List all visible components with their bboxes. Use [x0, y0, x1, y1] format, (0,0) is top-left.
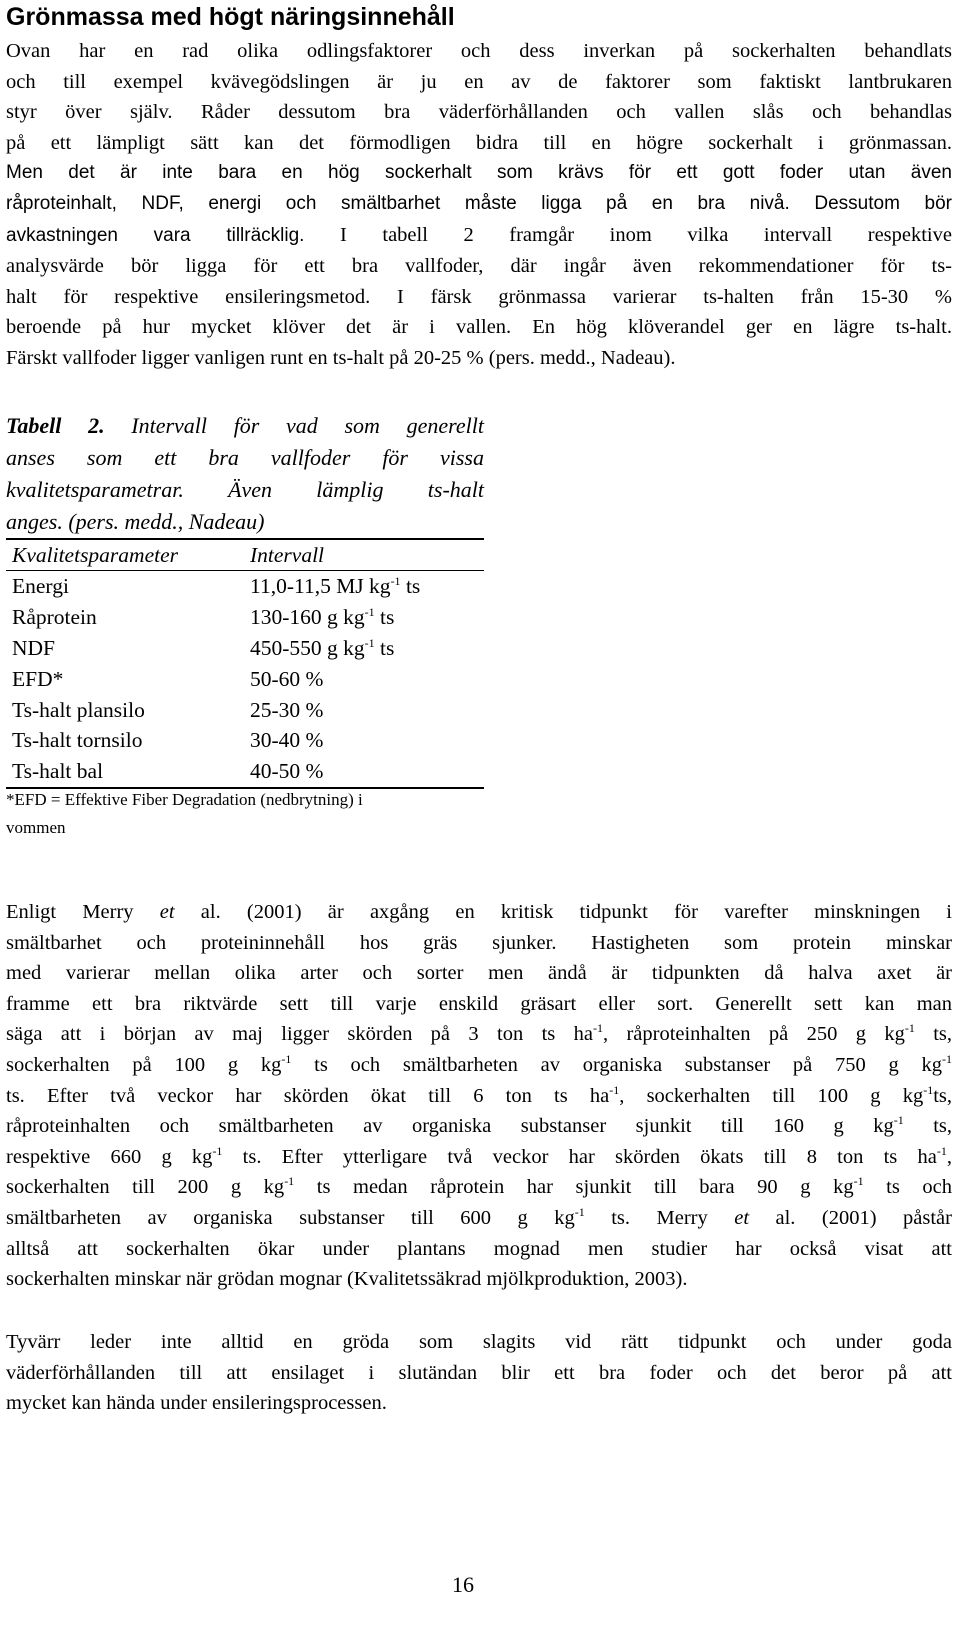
text-line: Men det är inte bara en hög sockerhalt som krävs för ett gott foder utan även [6, 162, 952, 184]
text-segment: ts. Efter två veckor har skörden ökat till 6 ton ts ha [6, 1084, 610, 1107]
table-cell-interval [250, 602, 394, 633]
italic-text: et [159, 901, 175, 923]
footnote-line: *EFD = Effektive Fiber Degradation (nedbrytning) i [6, 790, 363, 809]
unit-text: ts [374, 604, 395, 629]
italic-text: et [734, 1206, 750, 1229]
exponent: -1 [574, 1204, 585, 1219]
caption-line: kvalitetsparametrar. Även lämplig ts-halt [6, 477, 484, 502]
table-cell-interval: 50-60 % [250, 666, 324, 691]
text-segment: respektive 660 g kg [6, 1145, 213, 1168]
table-cell-parameter: Ts-halt plansilo [12, 697, 145, 722]
table-cell-interval: 30-40 % [250, 728, 324, 753]
text-segment: avkastningen vara tillräcklig. [6, 224, 305, 246]
table-row [6, 664, 484, 695]
text-segment: ts och [863, 1176, 953, 1199]
table-footnote [6, 786, 484, 842]
text-line: Ovan har en rad olika odlingsfaktorer och dess inverkan på sockerhalten behandlats [6, 40, 952, 62]
caption-line: anges. (pers. medd., Nadeau) [6, 509, 265, 534]
table-row [6, 756, 484, 787]
table-cell-parameter: Energi [12, 574, 69, 598]
exponent: -1 [923, 1082, 934, 1097]
text-line [6, 1050, 952, 1081]
text-segment: sockerhalten på 100 g kg [6, 1053, 282, 1076]
table-header-cell: Kvalitetsparameter [12, 543, 179, 567]
text-segment: ts. Merry [584, 1206, 735, 1229]
text-line: väderförhållanden till att ensilaget i slutändan blir ett bra foder och det beror på att [6, 1361, 952, 1384]
table-header-row [6, 540, 484, 571]
text-segment: , sockerhalten till 100 g kg [619, 1084, 924, 1107]
text-segment: råproteinhalten och smältbarheten av organiska substanser sjunkit till 160 g kg [6, 1115, 894, 1138]
footnote-line: vommen [6, 818, 66, 837]
text-line [6, 1111, 952, 1142]
table-row [6, 695, 484, 726]
text-segment: , råproteinhalten på 250 g kg [602, 1023, 905, 1046]
exponent: -1 [942, 1051, 952, 1066]
exponent: -1 [904, 1021, 915, 1036]
caption-line: anses som ett bra vallfoder för vissa [6, 445, 484, 470]
text-line [6, 1203, 952, 1234]
text-line: råproteinhalt, NDF, energi och smältbarhet måste ligga på en bra nivå. Dessutom bör [6, 192, 952, 214]
text-line: med varierar mellan olika arter och sorter men ändå är tidpunkten då halva axet är [6, 962, 952, 985]
table-cell-interval: 25-30 % [250, 697, 324, 722]
text-segment: al. (2001) är axgång en kritisk tidpunkt för varefter minskningen i [174, 901, 952, 923]
text-segment: sockerhalten till 200 g kg [6, 1176, 285, 1199]
exponent: -1 [281, 1051, 292, 1066]
value-text: 450-550 g kg [250, 635, 365, 660]
paragraph-merry [6, 897, 952, 1295]
text-segment: I tabell 2 framgår inom vilka intervall respektive [304, 223, 952, 246]
text-segment: ts, [933, 1084, 953, 1107]
table-cell-interval [250, 633, 394, 664]
exponent: -1 [284, 1174, 295, 1189]
exponent: -1 [853, 1174, 864, 1189]
quality-parameter-table [6, 538, 484, 789]
text-line: mycket kan hända under ensileringsprocessen. [6, 1392, 387, 1415]
table-row [6, 602, 484, 633]
exponent: -1 [212, 1143, 223, 1158]
paragraph-conclusion [6, 1327, 952, 1419]
table-cell-parameter: Ts-halt tornsilo [12, 728, 143, 753]
text-line: styr över själv. Råder dessutom bra väderförhållanden och vallen slås och behandlas [6, 101, 952, 124]
text-segment: ts, [914, 1023, 952, 1046]
text-line: alltså att sockerhalten ökar under plantans mognad men studier har också visat att [6, 1237, 952, 1260]
text-line: Färskt vallfoder ligger vanligen runt en ts-halt på 20-25 % (pers. medd., Nadeau). [6, 346, 676, 369]
text-line [6, 1142, 952, 1173]
table-row [6, 571, 484, 602]
text-segment: , [946, 1145, 952, 1168]
paragraph-intro [6, 36, 952, 374]
unit-text: ts [400, 574, 421, 598]
text-segment: al. (2001) påstår [749, 1206, 952, 1229]
text-segment: säga att i början av maj ligger skörden på 3 ton ts ha [6, 1023, 593, 1046]
table-row [6, 633, 484, 664]
caption-text: Intervall för vad som generellt [104, 413, 484, 438]
text-line: på ett lämpligt sätt kan det förmodligen bidra till en högre sockerhalt i grönmassan. [6, 131, 952, 154]
text-line [6, 220, 952, 252]
text-segment: ts. Efter ytterligare två veckor har skörden ökats till 8 ton ts ha [222, 1145, 937, 1168]
table-cell-parameter: Ts-halt bal [12, 759, 104, 784]
text-line: analysvärde bör ligga för ett bra vallfoder, där ingår även rekommendationer för ts- [6, 255, 952, 278]
table-label: Tabell 2. [6, 413, 105, 438]
page-number: 16 [452, 1572, 474, 1597]
text-line: sockerhalten minskar när grödan mognar (Kvalitetssäkrad mjölkproduktion, 2003). [6, 1268, 688, 1291]
text-line: beroende på hur mycket klöver det är i vallen. En hög klöverandel ger en lägre ts-halt. [6, 316, 952, 339]
section-heading: Grönmassa med högt näringsinnehåll [6, 3, 455, 31]
text-line: Tyvärr leder inte alltid en gröda som slagits vid rätt tidpunkt och under goda [6, 1331, 952, 1353]
caption-line [6, 410, 484, 442]
text-line [6, 1172, 952, 1203]
table-cell-parameter: NDF [12, 635, 56, 660]
table-row [6, 725, 484, 756]
exponent: -1 [364, 635, 375, 650]
text-segment: ts och smältbarheten av organiska substanser på 750 g kg [291, 1053, 942, 1076]
text-line: smältbarhet och proteininnehåll hos gräs sjunker. Hastigheten som protein minskar [6, 931, 952, 954]
text-line [6, 897, 952, 928]
text-line [6, 1019, 952, 1050]
exponent: -1 [609, 1082, 620, 1097]
table-caption [6, 410, 484, 538]
text-line: halt för respektive ensileringsmetod. I färsk grönmassa varierar ts-halten från 15-30 % [6, 285, 952, 308]
table-cell-interval: 40-50 % [250, 759, 324, 784]
exponent: -1 [936, 1143, 947, 1158]
text-line [6, 1081, 952, 1112]
exponent: -1 [390, 574, 401, 588]
table-header-cell: Intervall [250, 543, 325, 567]
table-cell-parameter: EFD* [12, 666, 64, 691]
text-line: och till exempel kvävegödslingen är ju en av de faktorer som faktiskt lantbrukaren [6, 70, 952, 93]
text-segment: smältbarheten av organiska substanser till 600 g kg [6, 1206, 575, 1229]
text-segment: Enligt Merry [6, 901, 160, 923]
exponent: -1 [364, 604, 375, 619]
value-text: 130-160 g kg [250, 604, 365, 629]
exponent: -1 [893, 1113, 904, 1128]
value-text: 11,0-11,5 MJ kg [250, 574, 391, 598]
table-cell-parameter: Råprotein [12, 604, 97, 629]
text-segment: ts medan råprotein har sjunkit till bara 90 g kg [294, 1176, 854, 1199]
text-segment: ts, [903, 1115, 952, 1138]
exponent: -1 [592, 1021, 603, 1036]
unit-text: ts [374, 635, 395, 660]
table-cell-interval [250, 571, 420, 602]
text-line: framme ett bra riktvärde sett till varje enskild gräsart eller sort. Generellt sett kan man [6, 992, 952, 1015]
